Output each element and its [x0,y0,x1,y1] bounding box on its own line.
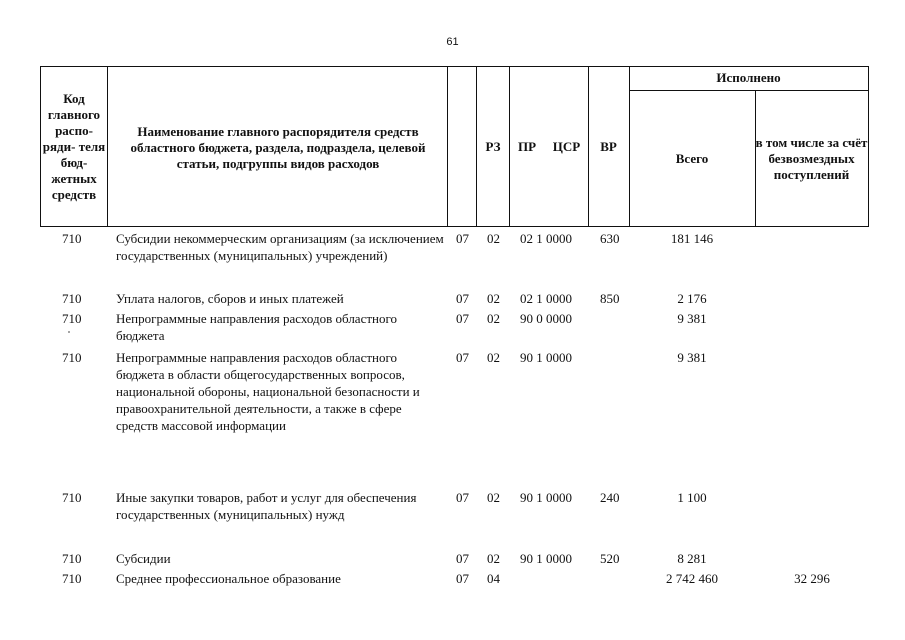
cell-name: Субсидии некоммерческим организациям (за исключением государственных (муниципальных) учреждений) [116,231,444,263]
cell-rz: 07 [456,551,469,566]
cell-csr: 02 1 0000 [520,231,572,246]
table-header [40,66,868,227]
cell-pr: 02 [487,350,500,365]
cell-name: Непрограммные направления расходов областного бюджета в области общегосударственных вопросов, национальной обороны, национальной безопасности и правоохранительной деятельности, а также в сфере средств массовой информации [116,350,420,433]
header-rz: РЗ [485,138,501,154]
cell-name: Среднее профессиональное образование [116,571,341,586]
cell-code: 710 [62,551,82,566]
cell-total: 8 281 [677,551,707,566]
cell-csr: 90 1 0000 [520,490,572,505]
header-vr: ВР [600,138,617,154]
cell-pr: 02 [487,551,500,566]
cell-code: 710 [62,571,82,586]
cell-csr: 90 1 0000 [520,350,572,365]
cell-rz: 07 [456,350,469,365]
header-executed: Исполнено [716,70,781,85]
cell-code: 710 [62,350,82,365]
cell-pr: 02 [487,231,500,246]
cell-rz: 07 [456,311,469,326]
cell-pr: 02 [487,490,500,505]
header-pr: ПР [517,138,537,154]
cell-csr: 02 1 0000 [520,291,572,306]
header-code: Код главного распо- ряди- теля бюд- жетных средств [42,90,106,202]
cell-code: 710 [62,291,82,306]
scan-speck [68,331,70,333]
cell-vr: 520 [600,551,620,566]
header-total: Всего [675,150,709,166]
cell-code: 710 [62,311,82,326]
cell-total: 2 176 [677,291,707,306]
cell-vr: 630 [600,231,620,246]
cell-name: Непрограммные направления расходов областного бюджета [116,311,397,343]
cell-pr: 04 [487,571,500,586]
cell-total: 9 381 [677,311,707,326]
cell-code: 710 [62,231,82,246]
cell-free: 32 296 [794,571,830,586]
cell-name: Уплата налогов, сборов и иных платежей [116,291,344,306]
cell-vr: 240 [600,490,620,505]
cell-total: 9 381 [677,350,707,365]
cell-rz: 07 [456,291,469,306]
cell-total: 181 146 [670,231,714,246]
cell-pr: 02 [487,291,500,306]
cell-rz: 07 [456,490,469,505]
cell-name: Субсидии [116,551,171,566]
header-name: Наименование главного распорядителя средств областного бюджета, раздела, подраздела, целевой статьи, подгруппы видов расходов [130,124,426,171]
header-free: в том числе за счёт безвозмездных поступлений [755,134,868,182]
header-csr: ЦСР [552,138,581,154]
cell-name: Иные закупки товаров, работ и услуг для обеспечения государственных (муниципальных) нужд [116,490,417,522]
cell-vr: 850 [600,291,620,306]
cell-csr: 90 0 0000 [520,311,572,326]
cell-total: 1 100 [677,490,707,505]
cell-pr: 02 [487,311,500,326]
cell-rz: 07 [456,571,469,586]
cell-rz: 07 [456,231,469,246]
page-number: 61 [446,36,459,48]
cell-code: 710 [62,490,82,505]
cell-total: 2 742 460 [666,571,718,586]
cell-csr: 90 1 0000 [520,551,572,566]
